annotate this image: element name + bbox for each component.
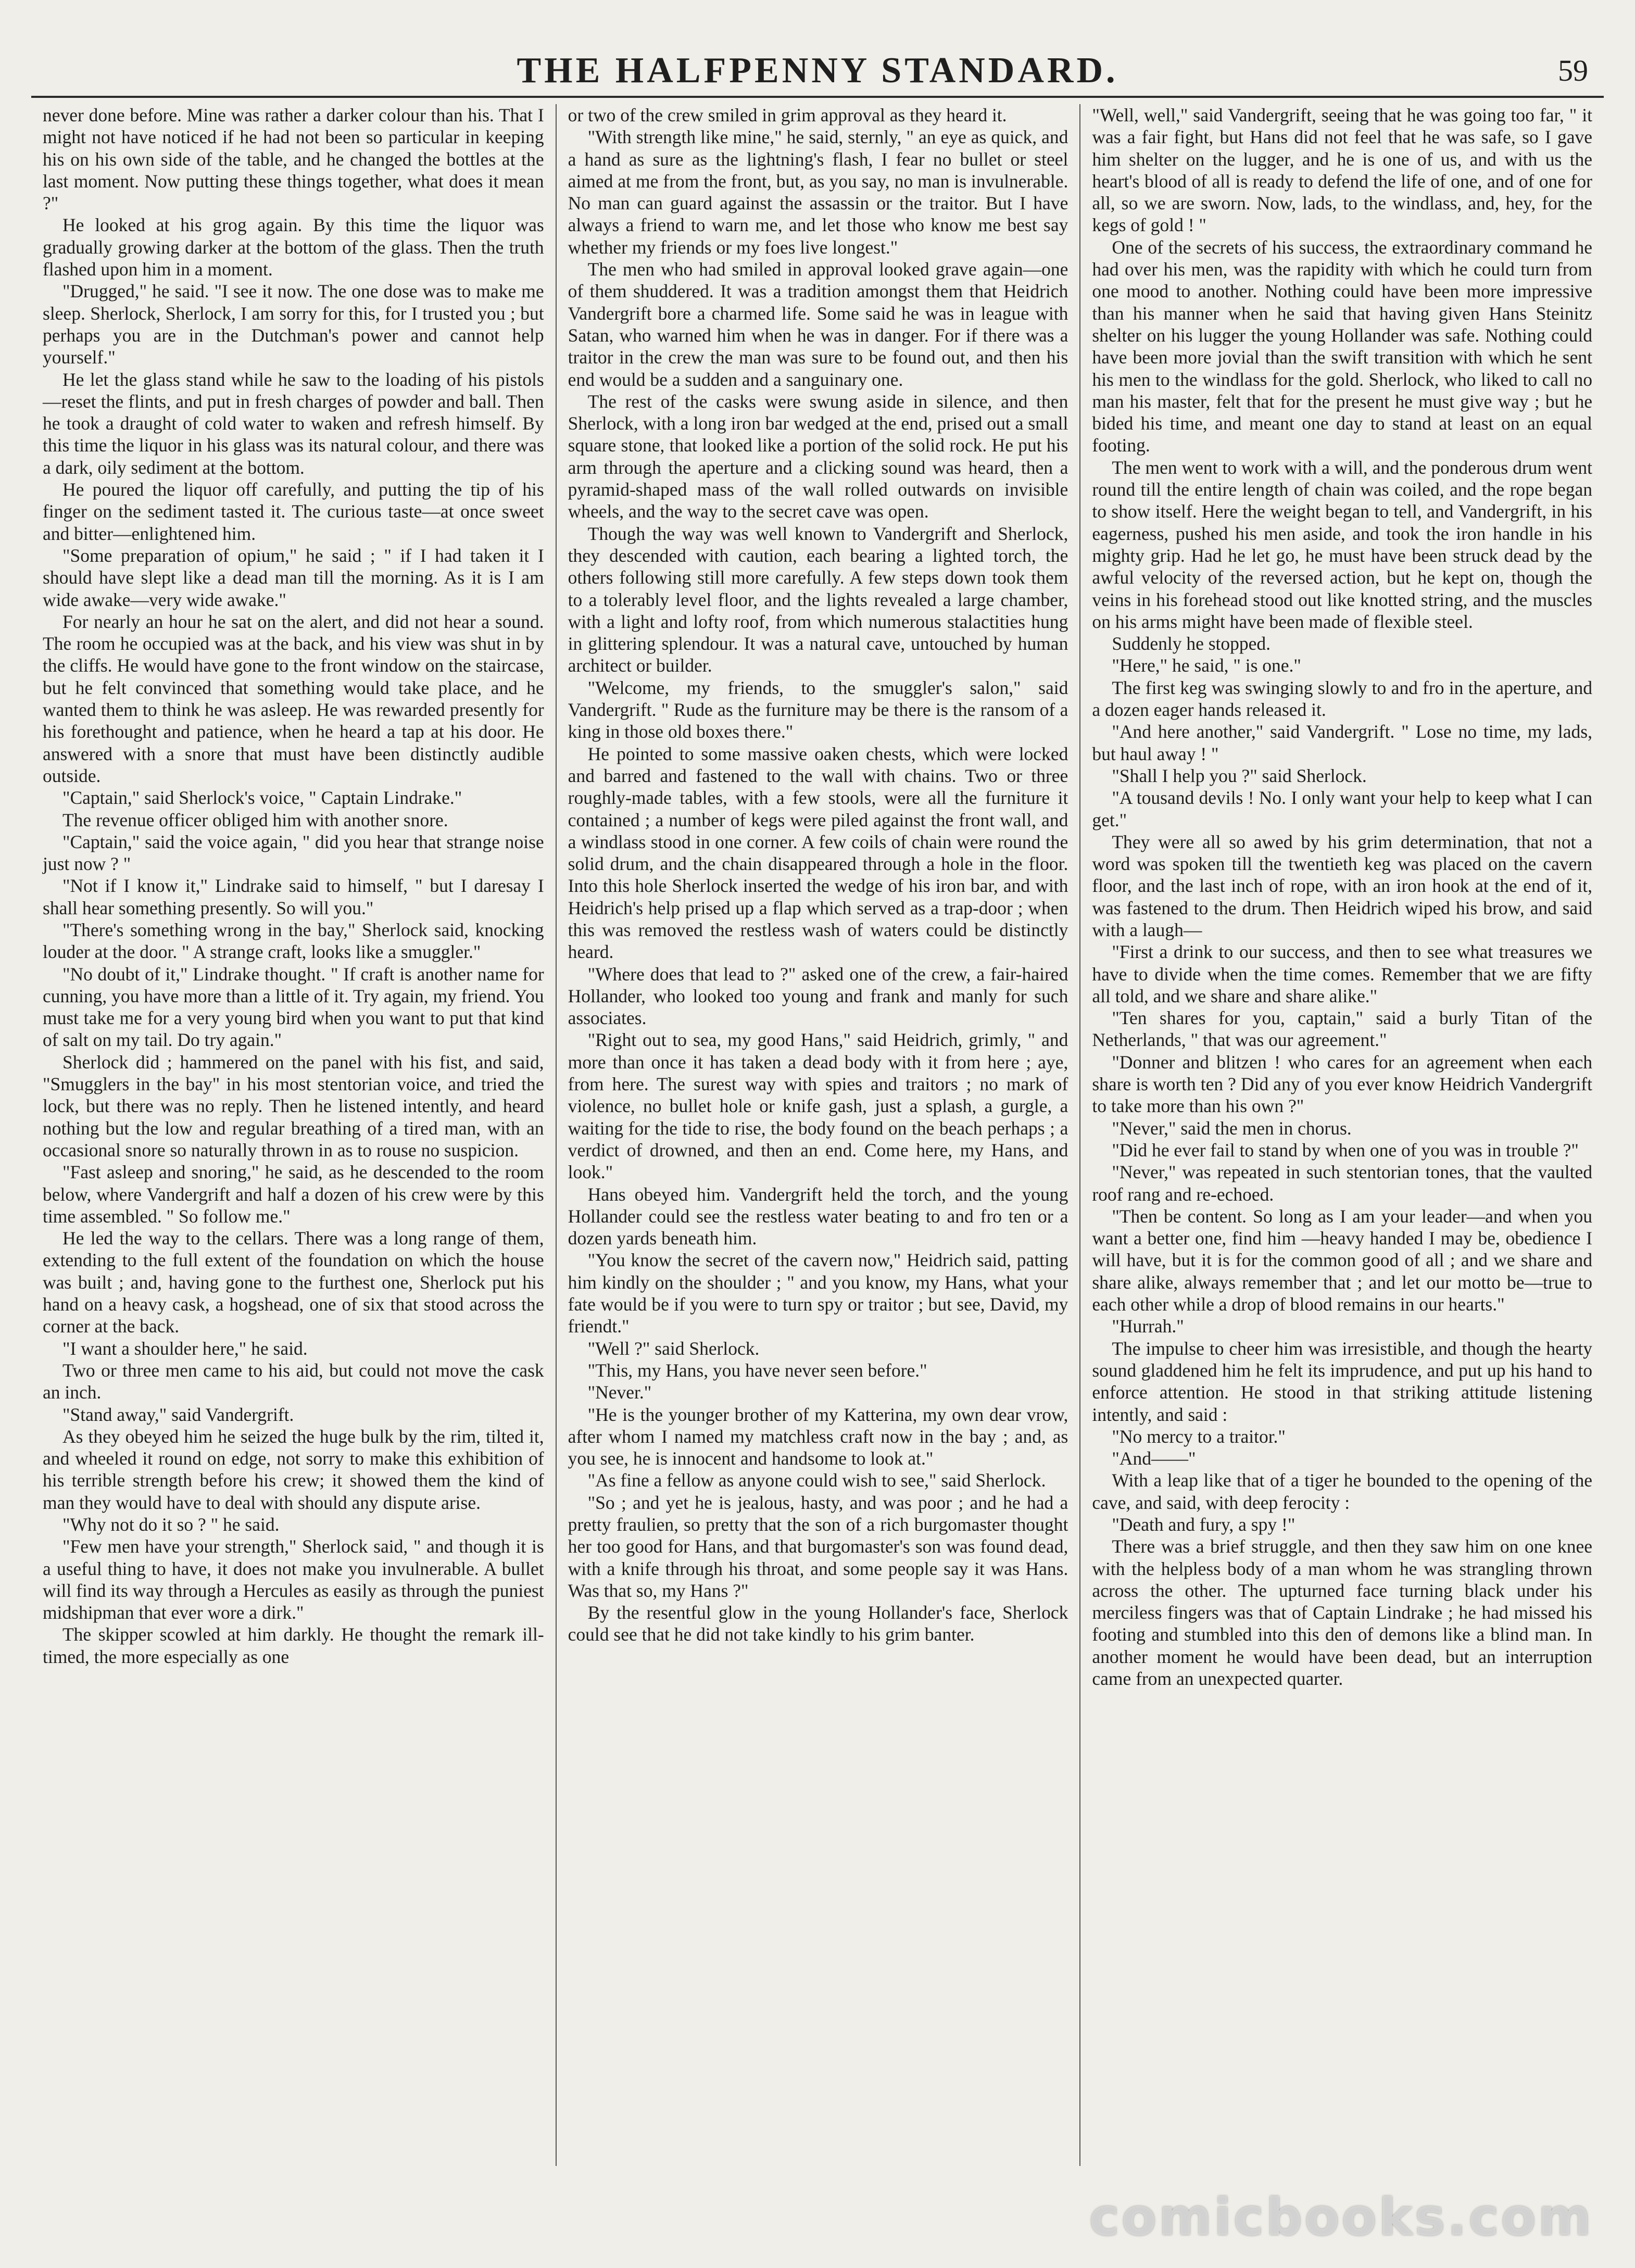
paragraph: "No doubt of it," Lindrake thought. " If craft is another name for cunning, you have more than a little of it. Try again, my friend. You must take me for a very young bird when you want to put that kind of salt on my tail. Do try again." — [43, 963, 544, 1051]
newspaper-title: THE HALFPENNY STANDARD. — [517, 51, 1118, 91]
paragraph: "There's something wrong in the bay," Sherlock said, knocking louder at the door. " A strange craft, looks like a smuggler." — [43, 919, 544, 963]
paragraph: The impulse to cheer him was irresistible, and though the hearty sound gladdened him he felt its imprudence, and put up his hand to enforce attention. He stood in that striking attitude listening intently, and said : — [1092, 1338, 1592, 1425]
paragraph: "So ; and yet he is jealous, hasty, and was poor ; and he had a pretty fraulien, so pretty that the son of a rich burgomaster thought her too good for Hans, and that burgomaster's son was found dead, with a knife through his throat, and some people say it was Hans. Was that so, my Hans ?" — [568, 1492, 1068, 1601]
paragraph: "With strength like mine," he said, sternly, " an eye as quick, and a hand as sure as the lightning's flash, I fear no bullet or steel aimed at me from the front, but, as you say, no man is invulnerable. No man can guard against the assassin or the traitor. But I have always a friend to warn me, and let those who know me best say whether my friends or my foes live longest." — [568, 127, 1068, 258]
paragraph: The revenue officer obliged him with another snore. — [62, 809, 448, 830]
paragraph: "This, my Hans, you have never seen before." — [587, 1359, 927, 1381]
paragraph: or two of the crew smiled in grim approval as they heard it. — [568, 105, 1007, 125]
paragraph: "He is the younger brother of my Katterina, my own dear vrow, after whom I named my matchless craft now in the bay ; and, as you see, he is innocent and handsome to look at." — [568, 1404, 1068, 1469]
paragraph: Hans obeyed him. Vandergrift held the torch, and the young Hollander could see the restless water beating to and fro ten or a dozen yards beneath him. — [568, 1183, 1068, 1249]
paragraph: "Hurrah." — [1112, 1316, 1184, 1337]
paragraph: "You know the secret of the cavern now," Heidrich said, patting him kindly on the shoulder ; " and you know, my Hans, what your fate would be if you were to turn spy or traitor ; but see, David, my friendt." — [568, 1250, 1068, 1337]
paragraph: Suddenly he stopped. — [1112, 633, 1271, 654]
paragraph: They were all so awed by his grim determination, that not a word was spoken till the twentieth keg was placed on the cavern floor, and the last inch of rope, with an iron hook at the end of it, was fastened to the drum. Then Heidrich wiped his brow, and said with a laugh— — [1092, 831, 1592, 940]
paragraph: "Some preparation of opium," he said ; " if I had taken it I should have slept like a dead man till the morning. As it is I am wide awake—very wide awake." — [43, 545, 544, 610]
paragraph: "Welcome, my friends, to the smuggler's salon," said Vandergrift. " Rude as the furniture may be there is the ransom of a king in those old boxes there." — [568, 677, 1068, 742]
paragraph: "Drugged," he said. "I see it now. The one dose was to make me sleep. Sherlock, Sherlock, I am sorry for this, for I trusted you ; but perhaps you are in the Dutchman's power and cannot help yourself." — [43, 281, 544, 368]
paragraph: "Donner and blitzen ! who cares for an agreement when each share is worth ten ? Did any of you ever know Heidrich Vandergrift to take more than his own ?" — [1092, 1051, 1592, 1117]
paragraph: The skipper scowled at him darkly. He thought the remark ill-timed, the more especially as one — [43, 1624, 544, 1667]
paragraph: "Captain," said the voice again, " did you hear that strange noise just now ? " — [43, 831, 544, 875]
paragraph: "No mercy to a traitor." — [1112, 1426, 1286, 1447]
paragraph: He pointed to some massive oaken chests, which were locked and barred and fastened to the wall with chains. Two or three roughly-made tables, with a few stools, were all the furniture it contained ; a number of kegs were piled against the front wall, and a windlass stood in one corner. A few coils of chain were round the solid drum, and the chain disappeared through a hole in the floor. Into this hole Sherlock inserted the wedge of his iron bar, and with Heidrich's help prised up a flap which served as a trap-door ; when this was removed the restless wash of waters could be distinctly heard. — [568, 743, 1068, 963]
paragraph: As they obeyed him he seized the huge bulk by the rim, tilted it, and wheeled it round on edge, not sorry to make this exhibition of his terrible strength before his crew; it showed them the kind of man they would have to deal with should any dispute arise. — [43, 1426, 544, 1513]
paragraph: There was a brief struggle, and then they saw him on one knee with the helpless body of a man whom he was strangling thrown across the other. The upturned face turning black under his merciless fingers was that of Captain Lindrake ; he had missed his footing and stumbled into this den of demons like a blind man. In another moment he would have been dead, but an interruption came from an unexpected quarter. — [1092, 1536, 1592, 1690]
paragraph: "Few men have your strength," Sherlock said, " and though it is a useful thing to have, it does not make you invulnerable. A bullet will find its way through a Hercules as easily as through the puniest midshipman that ever wore a dirk." — [43, 1536, 544, 1623]
text-column-3 — [1079, 104, 1604, 2166]
paragraph: "Well ?" said Sherlock. — [587, 1338, 760, 1359]
paragraph: By the resentful glow in the young Hollander's face, Sherlock could see that he did not take kindly to his grim banter. — [568, 1602, 1068, 1645]
paragraph: The men who had smiled in approval looked grave again—one of them shuddered. It was a tradition amongst them that Heidrich Vandergrift bore a charmed life. Some said he was in league with Satan, who warned him when he was in danger. For if there was a traitor in the crew the man was sure to be found out, and then his end would be a sudden and a sanguinary one. — [568, 259, 1068, 390]
paragraph: He poured the liquor off carefully, and putting the tip of his finger on the sediment tasted it. The curious taste—at once sweet and bitter—enlightened him. — [43, 479, 544, 544]
paragraph: "Never," said the men in chorus. — [1112, 1117, 1352, 1139]
paragraph: "Never," was repeated in such stentorian tones, that the vaulted roof rang and re-echoed. — [1092, 1162, 1592, 1205]
paragraph: "I want a shoulder here," he said. — [62, 1338, 308, 1359]
paragraph: "Fast asleep and snoring," he said, as he descended to the room below, where Vandergrift and half a dozen of his crew were by this time assembled. " So follow me." — [43, 1162, 544, 1227]
paragraph: "Where does that lead to ?" asked one of the crew, a fair-haired Hollander, who looked too young and frank and manly for such associates. — [568, 963, 1068, 1029]
paragraph: "First a drink to our success, and then to see what treasures we have to divide when the time comes. Remember that we are fifty all told, and we share and share alike." — [1092, 941, 1592, 1006]
paragraph: "Never." — [587, 1382, 652, 1403]
article-columns — [31, 104, 1604, 2166]
paragraph: "Ten shares for you, captain," said a burly Titan of the Netherlands, " that was our agreement." — [1092, 1007, 1592, 1051]
paragraph: "Not if I know it," Lindrake said to himself, " but I daresay I shall hear something presently. So will you." — [43, 875, 544, 918]
paragraph: "And——" — [1112, 1448, 1196, 1469]
paragraph: With a leap like that of a tiger he bounded to the opening of the cave, and said, with deep ferocity : — [1092, 1470, 1592, 1513]
paragraph: The first keg was swinging slowly to and fro in the aperture, and a dozen eager hands released it. — [1092, 677, 1592, 721]
paragraph: "Shall I help you ?" said Sherlock. — [1112, 765, 1367, 786]
paragraph: "Then be content. So long as I am your leader—and when you want a better one, find him —heavy handed I may be, obedience I will have, but it is for the common good of all ; and we share and share alike, always remember that ; and let our motto be—true to each other while a drop of blood remains in our hearts." — [1092, 1205, 1592, 1315]
paragraph: "As fine a fellow as anyone could wish to see," said Sherlock. — [587, 1470, 1046, 1491]
paragraph: Sherlock did ; hammered on the panel with his fist, and said, "Smugglers in the bay" in his most stentorian voice, and tried the lock, but there was no reply. Then he listened intently, and heard nothing but the low and regular breathing of a tired man, with an occasional snore so naturally thrown in as to rouse no suspicion. — [43, 1051, 544, 1161]
paragraph: "Stand away," said Vandergrift. — [62, 1404, 294, 1425]
paragraph: "Captain," said Sherlock's voice, " Captain Lindrake." — [62, 787, 462, 809]
paragraph: "Did he ever fail to stand by when one of you was in trouble ?" — [1112, 1139, 1579, 1161]
page-number: 59 — [1558, 54, 1588, 87]
paragraph: The men went to work with a will, and the ponderous drum went round till the entire length of chain was coiled, and the rope began to show itself. Here the weight began to tell, and Vandergrift, in his eagerness, pushed his men aside, and took the iron handle in his mighty grip. Had he let go, he must have been struck dead by the awful velocity of the reversed action, but he kept on, though the veins in his forehead stood out like knotted string, and the muscles on his arms might have been made of flexible steel. — [1092, 457, 1592, 632]
paragraph: "Death and fury, a spy !" — [1112, 1514, 1296, 1535]
paragraph: "Well, well," said Vandergrift, seeing that he was going too far, " it was a fair fight, but Hans did not feel that he was safe, so I gave him shelter on the lugger, and he is one of us, and with us the heart's blood of all is ready to defend the life of one, and of one for all, so we are sworn. Now, lads, to the windlass, and, hey, for the kegs of gold ! " — [1092, 105, 1592, 236]
paragraph: For nearly an hour he sat on the alert, and did not hear a sound. The room he occupied was at the back, and his view was shut in by the cliffs. He would have gone to the front window on the staircase, but he felt convinced that something would take place, and he wanted them to think he was asleep. He was rewarded presently for his forethought and patience, when he heard a tap at his door. He answered with a snore that must have been distinctly audible outside. — [43, 611, 544, 786]
paragraph: He looked at his grog again. By this time the liquor was gradually growing darker at the bottom of the glass. Then the truth flashed upon him in a moment. — [43, 215, 544, 280]
text-column-2 — [556, 104, 1080, 2166]
paragraph: "Here," he said, " is one." — [1112, 655, 1301, 676]
paragraph: Two or three men came to his aid, but could not move the cask an inch. — [43, 1359, 544, 1403]
paragraph: One of the secrets of his success, the extraordinary command he had over his men, was the rapidity with which he could turn from one mood to another. Nothing could have been more impressive than his manner when he said that having given Hans Steinitz shelter on his lugger the young Hollander was safe. Nothing could have been more jovial than the swift transition with which he sent his men to the windlass for the gold. Sherlock, who liked to call no man his master, felt that for the present he must give way ; but he bided his time, and meant one day to stand at least on an equal footing. — [1092, 236, 1592, 456]
watermark-logo: comicbooks.com — [1089, 2188, 1593, 2247]
paragraph: "A tousand devils ! No. I only want your help to keep what I can get." — [1092, 787, 1592, 830]
paragraph: He led the way to the cellars. There was a long range of them, extending to the full extent of the foundation on which the house was built ; and, having gone to the furthest one, Sherlock put his hand on a heavy cask, a hogshead, one of six that stood across the corner at the back. — [43, 1228, 544, 1337]
paragraph: The rest of the casks were swung aside in silence, and then Sherlock, with a long iron bar wedged at the end, prised out a small square stone, that looked like a portion of the solid rock. He put his arm through the aperture and a clicking sound was heard, then a pyramid-shaped mass of the wall rolled outwards on invisible wheels, and the way to the secret cave was open. — [568, 390, 1068, 522]
masthead — [31, 46, 1604, 98]
text-column-1 — [31, 104, 556, 2166]
paragraph: "And here another," said Vandergrift. " Lose no time, my lads, but haul away ! " — [1092, 721, 1592, 764]
paragraph: He let the glass stand while he saw to the loading of his pistols—reset the flints, and put in fresh charges of powder and ball. Then he took a draught of cold water to waken and refresh himself. By this time the liquor in his glass was its natural colour, and there was a dark, oily sediment at the bottom. — [43, 369, 544, 478]
paragraph: "Why not do it so ? " he said. — [62, 1514, 280, 1535]
paragraph: Though the way was well known to Vandergrift and Sherlock, they descended with caution, each bearing a lighted torch, the others following still more carefully. A few steps down took them to a tolerably level floor, and the lights revealed a large chamber, with a light and lofty roof, from which numerous stalactities hung in glittering splendour. It was a natural cave, untouched by human architect or builder. — [568, 523, 1068, 676]
paragraph: never done before. Mine was rather a darker colour than his. That I might not have noticed if he had not been so particular in keeping his on his own side of the table, and he changed the bottles at the last moment. Now putting these things together, what does it mean ?" — [43, 105, 544, 214]
paragraph: "Right out to sea, my good Hans," said Heidrich, grimly, " and more than once it has taken a dead body with it from here ; aye, from here. The surest way with spies and traitors ; no mark of violence, no bullet hole or knife gash, just a splash, a gurgle, a waiting for the tide to rise, the body found on the beach perhaps ; a verdict of drowned, and then an end. Come here, my Hans, and look." — [568, 1029, 1068, 1183]
